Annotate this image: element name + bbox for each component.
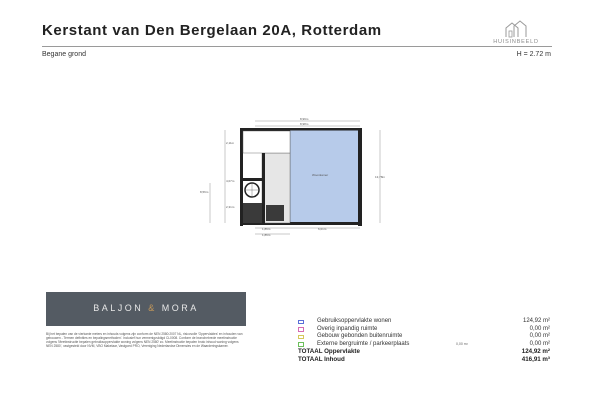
floor-plan: [200, 118, 410, 248]
address-title: Kerstant van Den Bergelaan 20A, Rotterdam: [42, 22, 382, 39]
brand-logo: [478, 20, 554, 46]
house-logo-icon: [478, 20, 554, 40]
ceiling-height: H = 2.72 m: [516, 51, 551, 58]
dim-top-total: 8,99m: [300, 118, 309, 121]
total-value: 416,91 m³: [521, 355, 550, 363]
legend-label: Gebruiksoppervlakte wonen: [317, 318, 392, 324]
area-legend: [298, 318, 550, 363]
legend-value: 0,00 m²: [529, 325, 550, 332]
legend-value: 124,92 m²: [522, 318, 550, 324]
total-area-row: [298, 348, 550, 355]
legend-value: 0,00 m²: [529, 333, 550, 340]
dim-bottom-left2: 1,86m: [262, 233, 271, 237]
dim-bottom-left: 1,86m: [262, 227, 271, 231]
room-label: Woonkamer: [312, 173, 329, 177]
legend-label: Overig inpandig ruimte: [317, 325, 378, 332]
measurement-disclaimer: Bij het bepalen van de vierkante meters en inhouds volgens zijn conform de NEN 2580:2007 NL, risicovolle 'Oppervlaktes' en inhouden van gebouwen - Termen definities en bepalingsmethoden'. Inclusief hun vermenigvuldigd CL0008. Conform de branchebrede meetinstructie volgens 'Meetinstructie bepalen gebruiksoppervlakte woning volgens NEN 2580' zo. Meetinstructie bepalen bruto inhoud woning volgens NEN 2580', vastgesteld door NVM, VBO Makelaar, Vastgoed PRO, Vereniging Nederlandse Dimensies en de Waarderingskamer.: [46, 332, 243, 349]
total-value: 124,92 m²: [521, 348, 550, 356]
legend-label: Gebouw gebonden buitenruimte: [317, 333, 403, 340]
dim-left-seg3: 2,31m: [226, 205, 235, 209]
dim-left-height: 8,56m: [200, 190, 209, 194]
legend-sub-value: 0,00 m²: [456, 341, 468, 346]
legend-value: 0,00 m²: [529, 340, 550, 347]
legend-row: [298, 333, 550, 341]
brand-name: HUISINBEELD: [493, 39, 539, 45]
dim-left-seg1: 2,11m: [226, 141, 235, 145]
total-volume-row: [298, 356, 550, 363]
total-label: TOTAAL Inhoud: [298, 355, 345, 363]
legend-swatch: [298, 320, 304, 325]
agency-logo: [46, 292, 246, 326]
agency-name-left: BALJON: [93, 303, 144, 313]
agency-ampersand: &: [148, 303, 157, 313]
floor-name: Begane grond: [42, 51, 86, 58]
legend-row: [298, 326, 550, 334]
dim-top-total2: 8,98m: [300, 122, 309, 126]
agency-name-right: MORA: [161, 303, 199, 313]
floor-plan-drawing: [200, 118, 410, 248]
legend-row: [298, 341, 550, 349]
legend-swatch: [298, 327, 304, 332]
dim-bottom-right: 6,01m: [318, 227, 327, 231]
dim-right-height: 13,78m: [375, 175, 386, 179]
dim-left-seg2: 4,07m: [226, 179, 235, 183]
legend-row: [298, 318, 550, 326]
header-divider: [42, 46, 552, 47]
legend-swatch: [298, 342, 304, 347]
total-label: TOTAAL Oppervlakte: [298, 348, 360, 356]
legend-swatch: [298, 335, 304, 340]
legend-label: Externe bergruimte / parkeerplaats: [317, 340, 410, 347]
